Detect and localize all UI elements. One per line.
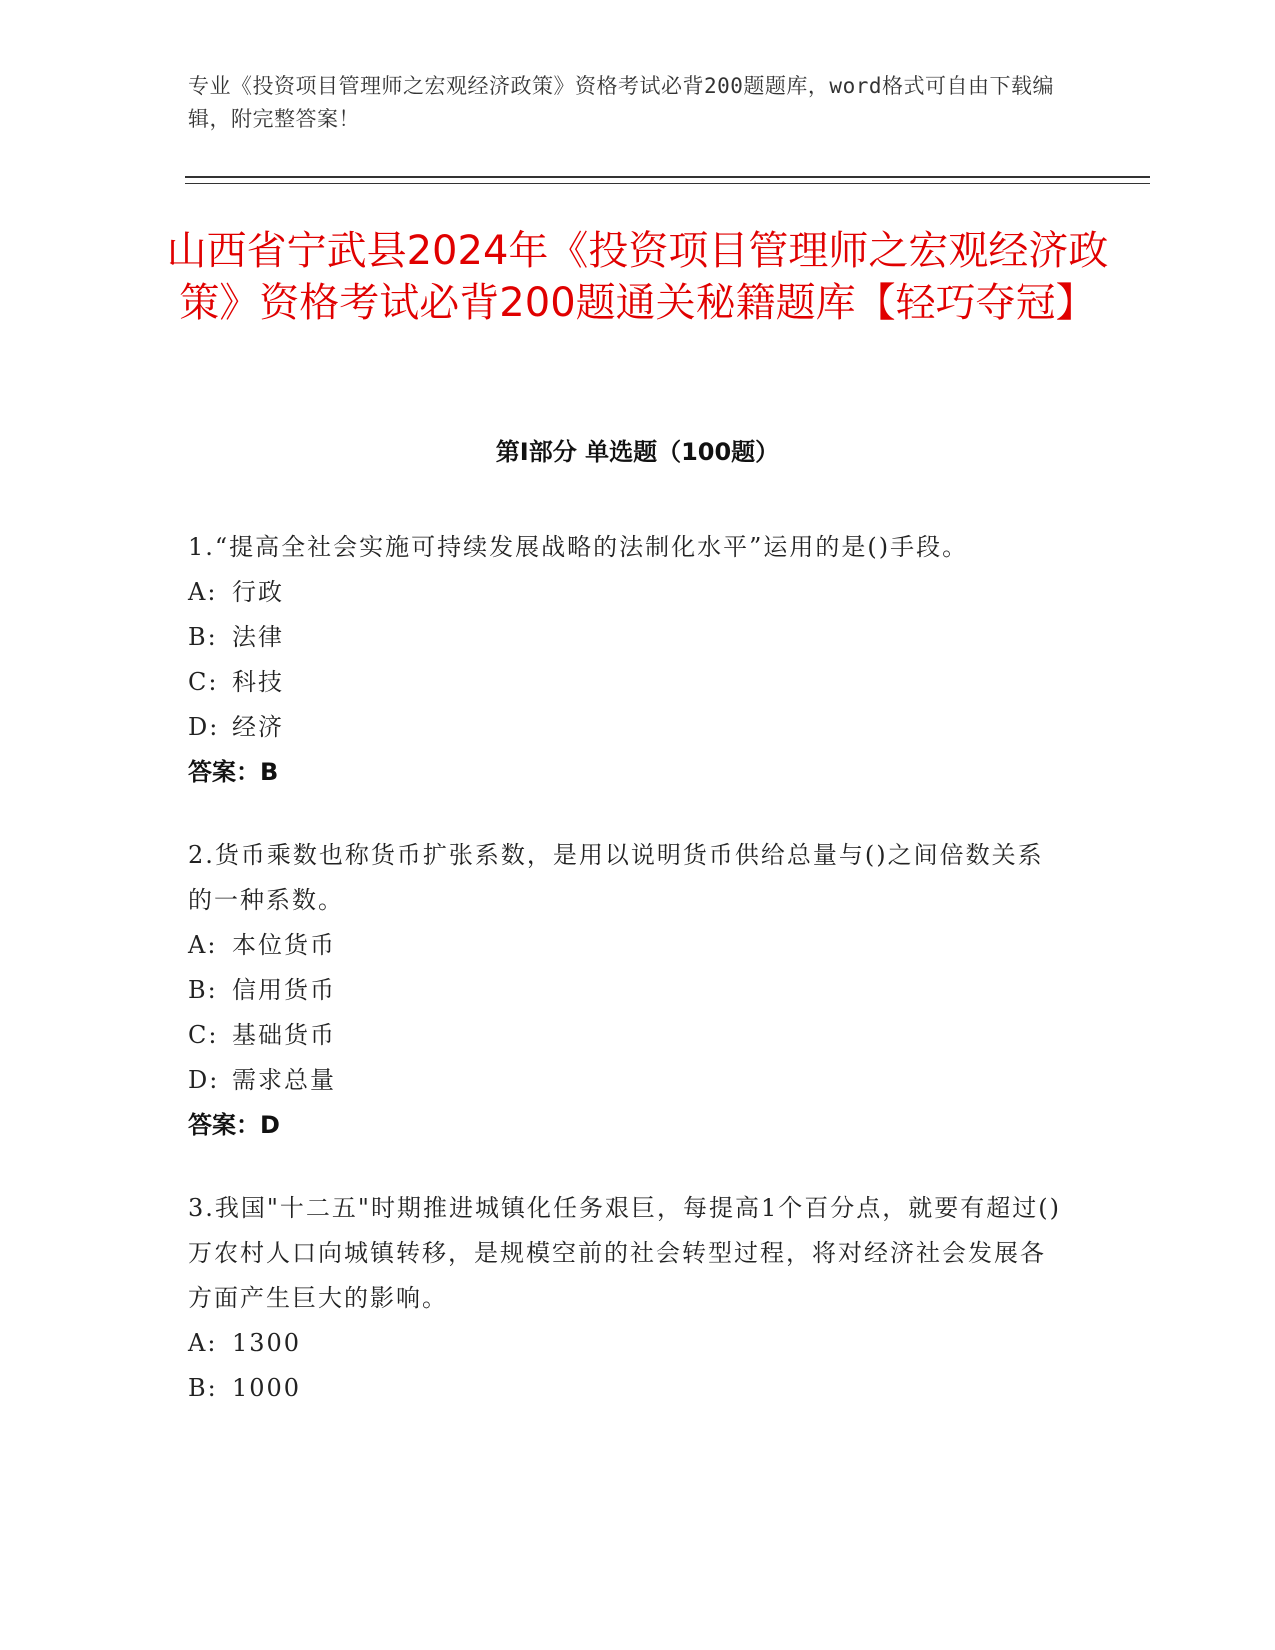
option-value: 法律: [232, 623, 284, 651]
option-key: A:: [188, 1329, 218, 1357]
option-d: [188, 705, 1068, 750]
question-3: [188, 1186, 1068, 1411]
header-rule-thin: [185, 183, 1150, 184]
option-a: [188, 570, 1068, 615]
option-b: [188, 615, 1068, 660]
option-d: [188, 1058, 1068, 1103]
option-key: A:: [188, 931, 218, 959]
option-value: 行政: [232, 578, 284, 606]
option-key: D:: [188, 1066, 220, 1094]
answer: 答案：B: [188, 758, 279, 786]
option-key: D:: [188, 713, 220, 741]
option-value: 信用货币: [232, 976, 336, 1004]
answer: 答案：D: [188, 1111, 280, 1139]
option-value: 需求总量: [232, 1066, 336, 1094]
option-key: B:: [188, 976, 218, 1004]
question-2: [188, 833, 1068, 1148]
question-text: 3.我国"十二五"时期推进城镇化任务艰巨，每提高1个百分点，就要有超过()万农村人口向城镇转移，是规模空前的社会转型过程，将对经济社会发展各方面产生巨大的影响。: [188, 1194, 1061, 1312]
option-key: C:: [188, 668, 219, 696]
option-c: [188, 660, 1068, 705]
question-1: [188, 525, 1068, 795]
section-title: 第I部分 单选题（100题）: [495, 438, 780, 466]
option-value: 1300: [232, 1329, 302, 1357]
option-key: B:: [188, 1374, 218, 1402]
option-b: [188, 968, 1068, 1013]
option-b: [188, 1366, 1068, 1411]
header-note: 专业《投资项目管理师之宏观经济政策》资格考试必背200题题库，word格式可自由下载编辑，附完整答案！: [188, 74, 1054, 131]
option-value: 基础货币: [232, 1021, 336, 1049]
option-value: 本位货币: [232, 931, 336, 959]
header-rule-thick: [185, 176, 1150, 178]
question-text: 2.货币乘数也称货币扩张系数，是用以说明货币供给总量与()之间倍数关系的一种系数。: [188, 841, 1044, 914]
question-list: [188, 525, 1068, 1449]
option-key: B:: [188, 623, 218, 651]
option-value: 1000: [232, 1374, 302, 1402]
document-title: 山西省宁武县2024年《投资项目管理师之宏观经济政策》资格考试必背200题通关秘籍题库【轻巧夺冠】: [166, 228, 1109, 326]
option-c: [188, 1013, 1068, 1058]
option-key: A:: [188, 578, 218, 606]
option-value: 经济: [232, 713, 284, 741]
option-key: C:: [188, 1021, 219, 1049]
question-text: 1.“提高全社会实施可持续发展战略的法制化水平”运用的是()手段。: [188, 533, 969, 561]
option-value: 科技: [232, 668, 284, 696]
option-a: [188, 923, 1068, 968]
option-a: [188, 1321, 1068, 1366]
